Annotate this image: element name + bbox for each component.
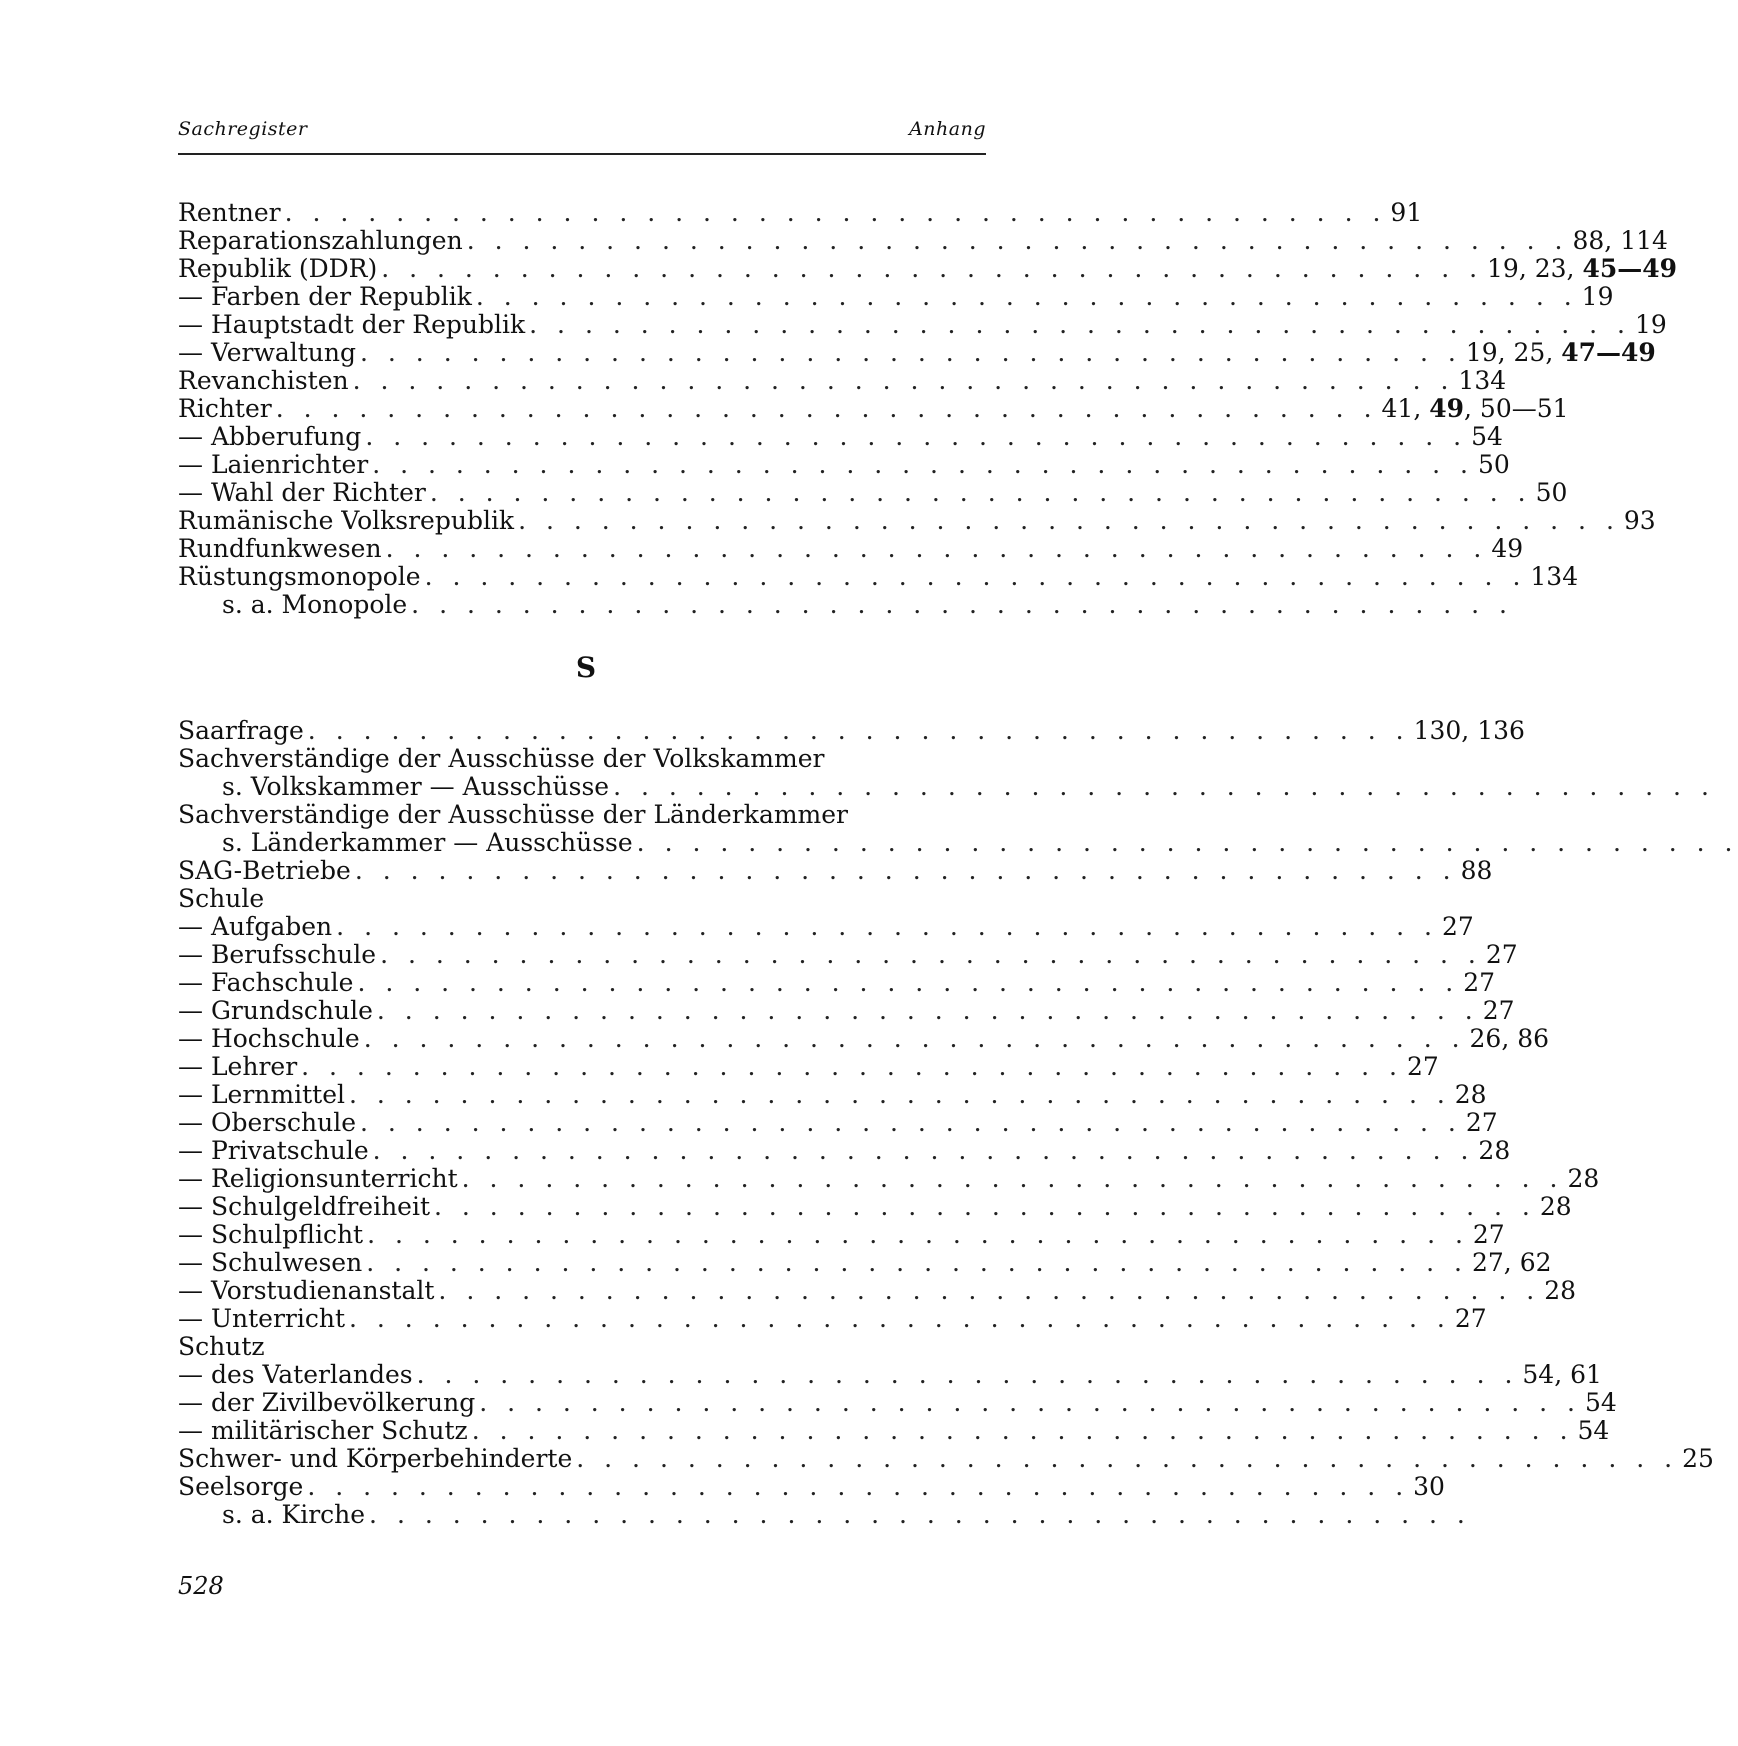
index-entry — [178, 1248, 1552, 1277]
index-entry-pages: 19, 25, 47—49 — [1465, 338, 1656, 367]
index-entry — [178, 478, 1568, 507]
header-rule — [178, 153, 986, 155]
index-entry-pages: 50 — [1477, 450, 1510, 479]
index-entry-pages: 28 — [1478, 1136, 1511, 1165]
index-entry-pages: 27 — [1441, 912, 1474, 941]
index-entry — [178, 338, 1656, 367]
index-entry-pages: 25 — [1682, 1444, 1714, 1473]
dot-leader: . . . . . . . . . . . . . . . . . . . . . . . . . . . . . . . . . . . . . . . . — [360, 338, 1462, 367]
dot-leader: . . . . . . . . . . . . . . . . . . . . . . . . . . . . . . . . . . . . . . . . — [348, 1080, 1451, 1109]
index-entry-pages: 54 — [1577, 1416, 1610, 1445]
subject-index — [178, 198, 1738, 1529]
index-entry — [178, 394, 1569, 423]
index-entry-pages: 134 — [1458, 366, 1507, 395]
index-entry — [178, 1333, 974, 1361]
index-entry — [178, 282, 1614, 311]
index-entry-label: — Hauptstadt der Republik — [178, 310, 526, 339]
index-entry-label: — Verwaltung — [178, 338, 357, 367]
page-number: 528 — [178, 1572, 224, 1600]
dot-leader: . . . . . . . . . . . . . . . . . . . . . . . . . . . . . . . . . . . . . . . . — [307, 716, 1410, 745]
index-entry-label: — Oberschule — [178, 1108, 357, 1137]
index-entry-pages: 28 — [1539, 1192, 1572, 1221]
dot-leader: . . . . . . . . . . . . . . . . . . . . . . . . . . . . . . . . . . . . . . . . — [518, 506, 1620, 535]
dot-leader: . . . . . . . . . . . . . . . . . . . . . . . . . . . . . . . . . . . . . . . . — [349, 1304, 1451, 1333]
dot-leader: . . . . . . . . . . . . . . . . . . . . . . . . . . . . . . . . . . . . . . . . — [380, 940, 1482, 969]
index-entry-label: s. a. Kirche — [222, 1500, 366, 1529]
index-entry-pages: 28 — [1454, 1080, 1487, 1109]
index-entry-pages: 28 — [1567, 1164, 1600, 1193]
index-entry — [178, 968, 1496, 997]
index-entry-label: — Religionsunterricht — [178, 1164, 458, 1193]
index-entry — [178, 310, 1667, 339]
index-entry — [178, 856, 1493, 885]
dot-leader: . . . . . . . . . . . . . . . . . . . . . . . . . . . . . . . . . . . . . . . . — [636, 828, 1738, 857]
index-entry-pages: 49 — [1491, 534, 1524, 563]
index-entry-pages: 30 — [1413, 1472, 1445, 1501]
index-entry-label: s. Volkskammer — Ausschüsse — [222, 772, 610, 801]
index-entry — [178, 1444, 1714, 1473]
index-entry-label: — Lernmittel — [178, 1080, 345, 1109]
dot-leader: . . . . . . . . . . . . . . . . . . . . . . . . . . . . . . . . . . . . . . . . — [301, 1052, 1403, 1081]
index-entry-label: — Fachschule — [178, 968, 354, 997]
index-entry-pages: 27 — [1485, 940, 1518, 969]
index-entry — [178, 1192, 1572, 1221]
index-entry — [178, 1388, 1617, 1417]
index-group-r — [178, 198, 1678, 619]
dot-leader: . . . . . . . . . . . . . . . . . . . . . . . . . . . . . . . . . . . . . . . . — [357, 968, 1460, 997]
dot-leader: . . . . . . . . . . . . . . . . . . . . . . . . . . . . . . . . . . . . . . . . — [360, 1108, 1462, 1137]
index-entry — [178, 1220, 1505, 1249]
index-entry-label: — Aufgaben — [178, 912, 333, 941]
dot-leader: . . . . . . . . . . . . . . . . . . . . . . . . . . . . . . . . . . . . . . . . — [438, 1276, 1541, 1305]
dot-leader: . . . . . . . . . . . . . . . . . . . . . . . . . . . . . . . . . . . . . . . . — [576, 1444, 1679, 1473]
section-letter: S — [575, 651, 597, 684]
index-entry-pages: 54 — [1471, 422, 1503, 451]
index-entry-pages: 28 — [1544, 1276, 1577, 1305]
index-entry-pages: 27 — [1465, 1108, 1498, 1137]
index-entry-label: — Laienrichter — [178, 450, 369, 479]
index-group-s — [178, 716, 1738, 1529]
index-entry — [178, 828, 1738, 857]
index-entry — [178, 1276, 1577, 1305]
dot-leader: . . . . . . . . . . . . . . . . . . . . . . . . . . . . . . . . . . . . . . . . — [336, 912, 1438, 941]
dot-leader: . . . . . . . . . . . . . . . . . . . . . . . . . . . . . . . . . . . . . . . . — [372, 1136, 1475, 1165]
index-entry-label: Reparationszahlungen — [178, 226, 463, 255]
dot-leader: . . . . . . . . . . . . . . . . . . . . . . . . . . . . . . . . . . . . . . . . — [354, 856, 1457, 885]
index-entry-label: — des Vaterlandes — [178, 1360, 413, 1389]
dot-leader: . . . . . . . . . . . . . . . . . . . . . . . . . . . . . . . . . . . . . . . . — [429, 478, 1532, 507]
index-entry — [178, 254, 1678, 283]
index-entry — [178, 745, 974, 773]
running-head-left: Sachregister — [178, 118, 308, 140]
dot-leader: . . . . . . . . . . . . . . . . . . . . . . . . . . . . . . . . . . . . . . . . — [381, 254, 1484, 283]
index-entry-pages: 27, 62 — [1472, 1248, 1552, 1277]
index-entry-pages: 27 — [1482, 996, 1515, 1025]
index-entry-label: — Abberufung — [178, 422, 362, 451]
index-entry-label: Rumänische Volksrepublik — [178, 506, 515, 535]
index-entry-label: s. a. Monopole — [222, 590, 408, 619]
index-entry-label: — Schulgeldfreiheit — [178, 1192, 431, 1221]
index-entry — [178, 1136, 1511, 1165]
index-entry — [178, 226, 1668, 255]
index-entry — [178, 885, 974, 913]
index-entry-pages: 91 — [1390, 198, 1423, 227]
index-entry-pages: 54 — [1585, 1388, 1617, 1417]
index-entry-label: Rüstungsmonopole — [178, 562, 421, 591]
index-entry — [178, 1108, 1498, 1137]
index-entry-label: Seelsorge — [178, 1472, 304, 1501]
dot-leader: . . . . . . . . . . . . . . . . . . . . . . . . . . . . . . . . . . . . . . . . — [411, 590, 1513, 619]
index-entry-pages: 50 — [1535, 478, 1568, 507]
index-entry-label: — Grundschule — [178, 996, 373, 1025]
dot-leader: . . . . . . . . . . . . . . . . . . . . . . . . . . . . . . . . . . . . . . . . — [475, 282, 1578, 311]
index-entry-pages: 93 — [1623, 506, 1656, 535]
index-entry-label: — Vorstudienanstalt — [178, 1276, 435, 1305]
index-entry — [178, 506, 1656, 535]
dot-leader: . . . . . . . . . . . . . . . . . . . . . . . . . . . . . . . . . . . . . . . . — [367, 1220, 1469, 1249]
index-entry — [178, 1304, 1487, 1333]
index-entry-label: Schule — [178, 884, 265, 913]
index-entry-label: — Berufsschule — [178, 940, 377, 969]
index-entry-label: — Hochschule — [178, 1024, 360, 1053]
dot-leader: . . . . . . . . . . . . . . . . . . . . . . . . . . . . . . . . . . . . . . . . — [352, 366, 1455, 395]
index-entry — [178, 912, 1474, 941]
dot-leader: . . . . . . . . . . . . . . . . . . . . . . . . . . . . . . . . . . . . . . . . — [461, 1164, 1564, 1193]
index-entry-label: Revanchisten — [178, 366, 349, 395]
index-entry-label: Rentner — [178, 198, 281, 227]
index-entry-label: — Unterricht — [178, 1304, 346, 1333]
index-entry-label: Richter — [178, 394, 272, 423]
index-entry — [178, 422, 1503, 451]
dot-leader: . . . . . . . . . . . . . . . . . . . . . . . . . . . . . . . . . . . . . . . . — [376, 996, 1479, 1025]
index-entry-pages: 88, 114 — [1572, 226, 1668, 255]
index-entry-pages: 41, 49, 50—51 — [1381, 394, 1569, 423]
index-entry-label: — Schulpflicht — [178, 1220, 364, 1249]
index-entry — [178, 562, 1579, 591]
index-entry-pages: 134 — [1530, 562, 1579, 591]
index-entry — [178, 590, 1513, 619]
index-entry-label: Schutz — [178, 1332, 265, 1361]
index-entry — [178, 716, 1525, 745]
running-head — [178, 118, 986, 148]
index-entry — [178, 1500, 1471, 1529]
index-entry-pages: 27 — [1454, 1304, 1487, 1333]
index-entry-pages: 26, 86 — [1469, 1024, 1550, 1053]
index-entry-label: — Lehrer — [178, 1052, 298, 1081]
index-entry-label: Saarfrage — [178, 716, 304, 745]
dot-leader: . . . . . . . . . . . . . . . . . . . . . . . . . . . . . . . . . . . . . . . . — [365, 422, 1468, 451]
dot-leader: . . . . . . . . . . . . . . . . . . . . . . . . . . . . . . . . . . . . . . . . — [424, 562, 1527, 591]
dot-leader: . . . . . . . . . . . . . . . . . . . . . . . . . . . . . . . . . . . . . . . . — [363, 1024, 1466, 1053]
index-entry-pages: 27 — [1472, 1220, 1505, 1249]
index-entry-pages: 88 — [1460, 856, 1493, 885]
index-entry — [178, 198, 1423, 227]
index-entry-label: — Schulwesen — [178, 1248, 363, 1277]
index-entry-pages: 54, 61 — [1522, 1360, 1602, 1389]
index-entry-pages: 19, 23, 45—49 — [1487, 254, 1678, 283]
dot-leader: . . . . . . . . . . . . . . . . . . . . . . . . . . . . . . . . . . . . . . . . — [275, 394, 1378, 423]
index-entry-label: s. Länderkammer — Ausschüsse — [222, 828, 633, 857]
index-entry — [178, 801, 974, 829]
index-entry-pages: 19 — [1581, 282, 1614, 311]
index-entry-label: — Farben der Republik — [178, 282, 472, 311]
index-entry-pages: 130, 136 — [1413, 716, 1525, 745]
index-entry — [178, 996, 1515, 1025]
dot-leader: . . . . . . . . . . . . . . . . . . . . . . . . . . . . . . . . . . . . . . . . — [479, 1388, 1581, 1417]
dot-leader: . . . . . . . . . . . . . . . . . . . . . . . . . . . . . . . . . . . . . . . . — [471, 1416, 1574, 1445]
index-entry-pages: 27 — [1406, 1052, 1439, 1081]
dot-leader: . . . . . . . . . . . . . . . . . . . . . . . . . . . . . . . . . . . . . . . . — [529, 310, 1631, 339]
index-entry-label: Sachverständige der Ausschüsse der Volkskammer — [178, 744, 825, 773]
dot-leader: . . . . . . . . . . . . . . . . . . . . . . . . . . . . . . . . . . . . . . . . — [372, 450, 1474, 479]
dot-leader: . . . . . . . . . . . . . . . . . . . . . . . . . . . . . . . . . . . . . . . . — [369, 1500, 1471, 1529]
dot-leader: . . . . . . . . . . . . . . . . . . . . . . . . . . . . . . . . . . . . . . . . — [385, 534, 1488, 563]
index-entry — [178, 1080, 1487, 1109]
index-entry-label: Schwer- und Körperbehinderte — [178, 1444, 573, 1473]
index-entry — [178, 1360, 1602, 1389]
dot-leader: . . . . . . . . . . . . . . . . . . . . . . . . . . . . . . . . . . . . . . . . — [466, 226, 1569, 255]
index-entry — [178, 534, 1524, 563]
index-entry-pages: 27 — [1463, 968, 1496, 997]
index-entry-label: SAG-Betriebe — [178, 856, 351, 885]
index-entry-label: Republik (DDR) — [178, 254, 378, 283]
dot-leader: . . . . . . . . . . . . . . . . . . . . . . . . . . . . . . . . . . . . . . . . — [366, 1248, 1468, 1277]
index-entry — [178, 1052, 1439, 1081]
index-entry-label: Rundfunkwesen — [178, 534, 382, 563]
dot-leader: . . . . . . . . . . . . . . . . . . . . . . . . . . . . . . . . . . . . . . . . — [613, 772, 1715, 801]
running-head-right: Anhang — [909, 118, 986, 140]
dot-leader: . . . . . . . . . . . . . . . . . . . . . . . . . . . . . . . . . . . . . . . . — [307, 1472, 1410, 1501]
index-entry-label: — militärischer Schutz — [178, 1416, 468, 1445]
index-entry-label: — Privatschule — [178, 1136, 369, 1165]
index-entry — [178, 1164, 1600, 1193]
index-entry-label: — der Zivilbevölkerung — [178, 1388, 476, 1417]
dot-leader: . . . . . . . . . . . . . . . . . . . . . . . . . . . . . . . . . . . . . . . . — [416, 1360, 1519, 1389]
dot-leader: . . . . . . . . . . . . . . . . . . . . . . . . . . . . . . . . . . . . . . . . — [434, 1192, 1536, 1221]
index-entry — [178, 772, 1715, 801]
index-entry — [178, 1416, 1610, 1445]
index-entry-label: — Wahl der Richter — [178, 478, 426, 507]
index-entry — [178, 366, 1507, 395]
index-entry — [178, 1472, 1445, 1501]
index-entry — [178, 940, 1518, 969]
index-entry — [178, 450, 1510, 479]
index-entry — [178, 1024, 1550, 1053]
dot-leader: . . . . . . . . . . . . . . . . . . . . . . . . . . . . . . . . . . . . . . . . — [284, 198, 1387, 227]
index-entry-pages: 19 — [1634, 310, 1667, 339]
index-entry-label: Sachverständige der Ausschüsse der Länderkammer — [178, 800, 849, 829]
